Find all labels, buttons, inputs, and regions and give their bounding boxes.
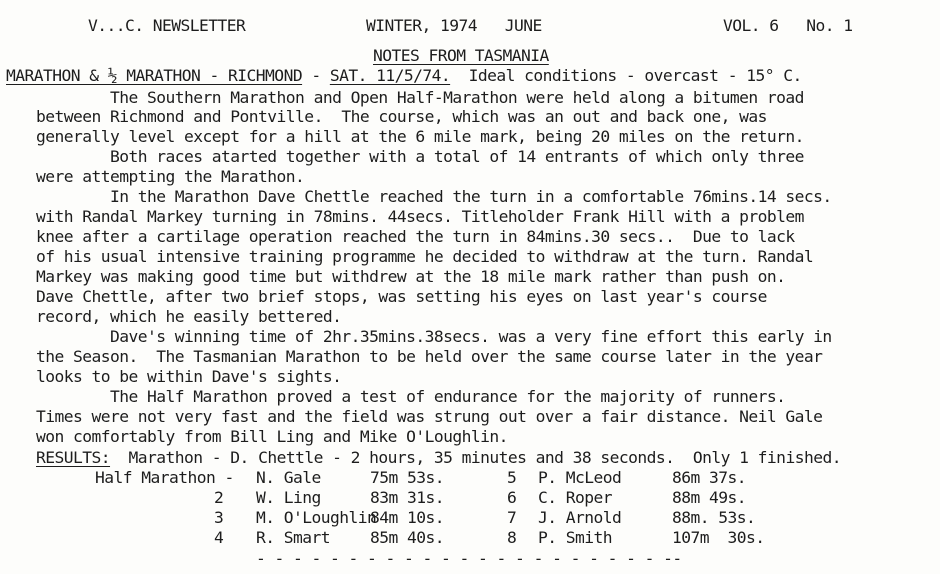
result-time: 83m 31s. <box>370 488 445 507</box>
body-line: looks to be within Dave's sights. <box>36 367 342 386</box>
result-name: M. O'Loughlin <box>256 508 377 527</box>
half-marathon-label: Half Marathon - <box>95 468 234 487</box>
volume-number: VOL. 6 No. 1 <box>723 16 853 35</box>
result-time: 75m 53s. <box>370 468 445 487</box>
result-position: 5 <box>507 468 517 487</box>
marathon-result: Marathon - D. Chettle - 2 hours, 35 minutes and 38 seconds. Only 1 finished. <box>110 448 841 467</box>
race-sep: - <box>302 66 330 85</box>
result-position: 7 <box>507 508 517 527</box>
body-line: the Season. The Tasmanian Marathon to be held over the same course later in the year <box>36 347 823 366</box>
result-time: 84m 10s. <box>370 508 445 527</box>
race-conditions: Ideal conditions - overcast - 15° C. <box>450 66 802 85</box>
body-line: In the Marathon Dave Chettle reached the turn in a comfortable 76mins.14 secs. <box>36 187 832 206</box>
result-name: W. Ling <box>256 488 321 507</box>
result-time: 88m 49s. <box>672 488 747 507</box>
result-name: J. Arnold <box>538 508 622 527</box>
body-line: Dave Chettle, after two brief stops, was setting his eyes on last year's course <box>36 287 767 306</box>
result-time: 107m 30s. <box>672 528 765 547</box>
result-name: P. McLeod <box>538 468 622 487</box>
result-position: 2 <box>214 488 224 507</box>
newsletter-name: V...C. NEWSLETTER <box>88 16 246 35</box>
results-marathon-line <box>36 448 841 468</box>
result-position: 8 <box>507 528 517 547</box>
body-line: The Southern Marathon and Open Half-Marathon were held along a bitumen road <box>36 88 804 107</box>
race-date: SAT. 11/5/74. <box>329 66 451 85</box>
body-line: Markey was making good time but withdrew at the 18 mile mark rather than push on. <box>36 267 786 286</box>
race-event: MARATHON & ½ MARATHON - RICHMOND <box>6 66 303 85</box>
body-line: record, which he easily bettered. <box>36 307 342 326</box>
race-heading <box>6 66 802 86</box>
result-name: C. Roper <box>538 488 613 507</box>
result-time: 88m. 53s. <box>672 508 756 527</box>
body-line: Both races atarted together with a total of 14 entrants of which only three <box>36 147 804 166</box>
body-line: Times were not very fast and the field was strung out over a fair distance. Neil Gale <box>36 407 823 426</box>
body-line: knee after a cartilage operation reached the turn in 84mins.30 secs.. Due to lack <box>36 227 795 246</box>
result-position: 6 <box>507 488 517 507</box>
body-line: were attempting the Marathon. <box>36 167 305 186</box>
body-line: won comfortably from Bill Ling and Mike O'Loughlin. <box>36 427 508 446</box>
body-line: of his usual intensive training programme he decided to withdraw at the turn. Randal <box>36 247 814 266</box>
dashed-divider: - - - - - - - - - - - - - - - - - - - - - - -- <box>256 549 682 568</box>
body-line: between Richmond and Pontville. The course, which was an out and back one, was <box>36 107 767 126</box>
result-time: 85m 40s. <box>370 528 445 547</box>
result-name: R. Smart <box>256 528 331 547</box>
issue-date: WINTER, 1974 JUNE <box>366 16 542 35</box>
result-position: 3 <box>214 508 224 527</box>
result-name: P. Smith <box>538 528 613 547</box>
body-line: with Randal Markey turning in 78mins. 44secs. Titleholder Frank Hill with a problem <box>36 207 804 226</box>
result-position: 4 <box>214 528 224 547</box>
result-name: N. Gale <box>256 468 321 487</box>
results-label: RESULTS: <box>36 448 111 467</box>
section-title: NOTES FROM TASMANIA <box>373 46 549 65</box>
result-time: 86m 37s. <box>672 468 747 487</box>
body-line: generally level except for a hill at the 6 mile mark, being 20 miles on the return. <box>36 127 804 146</box>
body-line: Dave's winning time of 2hr.35mins.38secs. was a very fine effort this early in <box>36 327 832 346</box>
body-line: The Half Marathon proved a test of endurance for the majority of runners. <box>36 387 786 406</box>
